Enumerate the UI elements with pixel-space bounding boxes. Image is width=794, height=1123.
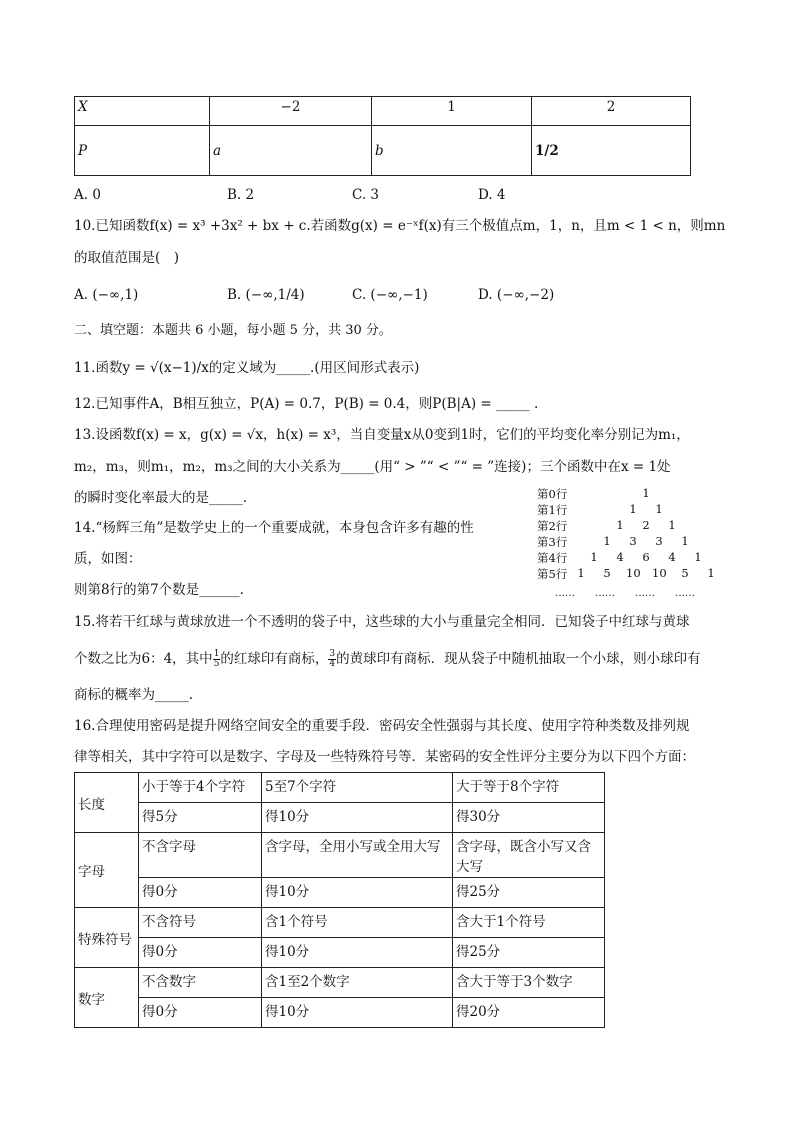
pyramid-number: 3 (655, 534, 663, 548)
pyramid-row-label: 第3行 (537, 535, 568, 549)
table-cell: 含字母，既含小写又含大写 (453, 833, 605, 878)
table-cell: 1/2 (532, 126, 691, 176)
q15-line3: 商标的概率为_____. (74, 687, 194, 703)
q13-line3: 的瞬时变化率最大的是_____. (74, 490, 248, 506)
pyramid-number: 6 (642, 550, 650, 564)
table-cell: 不含字母 (139, 833, 262, 878)
table-cell: 得30分 (453, 803, 605, 833)
table-row-label: 长度 (75, 773, 139, 833)
pyramid-row-label: 第5行 (537, 567, 568, 581)
table-cell: −2 (210, 97, 372, 126)
yanghui-triangle-figure (537, 486, 737, 600)
fraction: $\frac{1}{5}$ (213, 649, 220, 669)
pyramid-number: 1 (707, 566, 715, 580)
pyramid-number: 1 (603, 534, 611, 548)
pyramid-dots: …… …… …… …… (555, 588, 695, 599)
pyramid-number: 1 (694, 550, 702, 564)
pyramid-number: 1 (681, 534, 689, 548)
distribution-table (74, 96, 691, 176)
pyramid-number: 4 (668, 550, 676, 564)
table-cell: 得25分 (453, 938, 605, 968)
pyramid-number: 1 (642, 486, 650, 500)
q9-option-b: B. 2 (227, 187, 255, 203)
table-cell: 小于等于4个字符 (139, 773, 262, 803)
section-heading: 二、填空题：本题共 6 小题，每小题 5 分，共 30 分。 (74, 323, 392, 338)
pyramid-number: 3 (629, 534, 637, 548)
pyramid-number: 1 (629, 502, 637, 516)
table-cell: 得5分 (139, 803, 262, 833)
q15-line1: 15.将若干红球与黄球放进一个不透明的袋子中，这些球的大小与重量完全相同．已知袋子中红球与黄球 (74, 614, 690, 630)
table-cell: a (210, 126, 372, 176)
table-cell: b (372, 126, 532, 176)
table-row-label: 数字 (75, 968, 139, 1028)
pyramid-row-label: 第0行 (537, 487, 568, 501)
pyramid-number: 1 (668, 518, 676, 532)
table-cell: 含大于1个符号 (453, 908, 605, 938)
q10-option-a: A. (−∞,1) (74, 287, 139, 303)
table-row-label: 特殊符号 (75, 908, 139, 968)
pyramid-number: 10 (652, 566, 667, 580)
fraction: $\frac{3}{4}$ (329, 649, 336, 669)
pyramid-number: 1 (616, 518, 624, 532)
q10-line2: 的取值范围是( ) (74, 250, 180, 266)
pyramid-number: 2 (642, 518, 650, 532)
q9-option-d: D. 4 (478, 187, 506, 203)
q14-line1: 14.“杨辉三角”是数学史上的一个重要成就，本身包含许多有趣的性 (74, 520, 474, 536)
q15-line2: 个数之比为6：4，其中 $\frac{1}{5}$ 的红球印有商标， $\frac{3}{4}$ 的黄球印有商标．现从袋子中随机抽取一个小球，则小球印有 (74, 649, 701, 669)
table-cell: 不含符号 (139, 908, 262, 938)
table-cell: 得10分 (262, 998, 453, 1028)
q10-option-b: B. (−∞,1/4) (227, 287, 305, 303)
table-cell: 得20分 (453, 998, 605, 1028)
q10-option-d: D. (−∞,−2) (478, 287, 555, 303)
table-cell: 大于等于8个字符 (453, 773, 605, 803)
pyramid-number: 1 (590, 550, 598, 564)
pyramid-number: 5 (681, 566, 689, 580)
q9-option-c: C. 3 (352, 187, 380, 203)
table-cell: 得10分 (262, 803, 453, 833)
q13-line2: m₂，m₃，则m₁，m₂，m₃之间的大小关系为_____(用“ > ”“ < ”“ = ”连接)；三个函数中在x = 1处 (74, 459, 671, 475)
pyramid-number: 1 (655, 502, 663, 516)
q16-line1: 16.合理使用密码是提升网络空间安全的重要手段．密码安全性强弱与其长度、使用字符种类数及排列规 (74, 718, 690, 734)
table-cell: 不含数字 (139, 968, 262, 998)
pyramid-number: 10 (626, 566, 641, 580)
q10-option-c: C. (−∞,−1) (352, 287, 428, 303)
table-cell: 得10分 (262, 938, 453, 968)
pyramid-number: 4 (616, 550, 624, 564)
table-cell: 得25分 (453, 878, 605, 908)
q16-line2: 律等相关，其中字符可以是数字、字母及一些特殊符号等．某密码的安全性评分主要分为以下四个方面： (74, 749, 695, 765)
q13-line1: 13.设函数f(x) = x，g(x) = √x，h(x) = x³，当自变量x从0变到1时，它们的平均变化率分别记为m₁， (74, 427, 690, 443)
table-cell: P (75, 126, 210, 176)
table-cell: 1 (372, 97, 532, 126)
table-cell: 含大于等于3个数字 (453, 968, 605, 998)
table-cell: 含1至2个数字 (262, 968, 453, 998)
table-cell: 得0分 (139, 998, 262, 1028)
table-cell: 得0分 (139, 878, 262, 908)
password-score-table (74, 772, 605, 1028)
pyramid-row-label: 第2行 (537, 519, 568, 533)
q14-line2: 质，如图： (74, 551, 142, 567)
pyramid-number: 5 (603, 566, 611, 580)
table-cell: 含1个符号 (262, 908, 453, 938)
table-row-label: 字母 (75, 833, 139, 908)
table-cell: 2 (532, 97, 691, 126)
table-cell: X (75, 97, 210, 126)
pyramid-number: 1 (577, 566, 585, 580)
table-cell: 含字母，全用小写或全用大写 (262, 833, 453, 878)
q12: 12.已知事件A，B相互独立，P(A) = 0.7，P(B) = 0.4，则P(B|A) = _____ . (74, 396, 539, 412)
q14-line3: 则第8行的第7个数是______. (74, 582, 244, 598)
table-cell: 得0分 (139, 938, 262, 968)
pyramid-row-label: 第1行 (537, 503, 568, 517)
q9-option-a: A. 0 (74, 187, 101, 203)
q11: 11.函数y = √(x−1)/x的定义域为_____.(用区间形式表示) (74, 360, 420, 376)
q10-line1: 10.已知函数f(x) = x³ +3x² + bx + c.若函数g(x) = e⁻ˣf(x)有三个极值点m，1，n，且m < 1 < n，则mn (74, 218, 726, 234)
table-cell: 5至7个字符 (262, 773, 453, 803)
pyramid-row-label: 第4行 (537, 551, 568, 565)
table-cell: 得10分 (262, 878, 453, 908)
